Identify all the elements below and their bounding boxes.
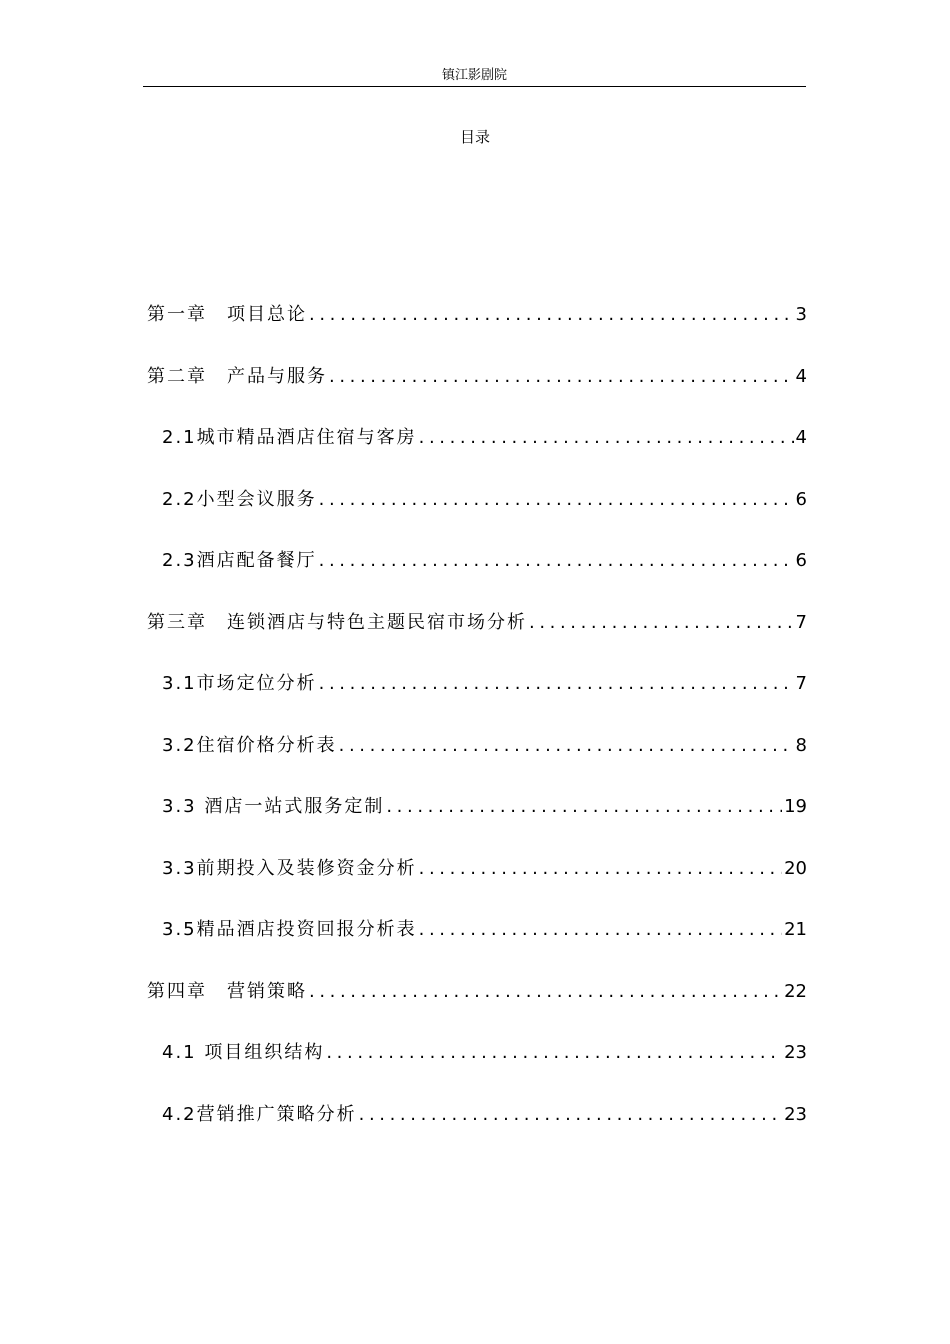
toc-leader-dots: [339, 735, 794, 756]
toc-entry[interactable]: [147, 915, 807, 977]
toc-entry-page: 21: [784, 919, 807, 940]
toc-entry-label: 2.1城市精品酒店住宿与客房: [162, 427, 417, 448]
toc-entry[interactable]: [147, 854, 807, 916]
toc-entry[interactable]: [147, 1100, 807, 1162]
toc-entry-label: 3.2住宿价格分析表: [162, 734, 337, 756]
toc-leader-dots: [419, 858, 782, 879]
toc-entry-page: 23: [784, 1103, 807, 1125]
table-of-contents: [147, 300, 807, 1161]
running-header: [143, 66, 806, 87]
toc-entry-label: 3.5精品酒店投资回报分析表: [162, 919, 417, 940]
toc-entry-label: 第二章 产品与服务: [147, 365, 327, 387]
toc-leader-dots: [319, 550, 794, 571]
toc-entry-label: 3.3 酒店一站式服务定制: [162, 796, 385, 817]
toc-entry-label: 第四章 营销策略: [147, 980, 307, 1002]
toc-entry-label: 4.2营销推广策略分析: [162, 1103, 357, 1125]
header-title: 镇江影剧院: [441, 68, 507, 83]
toc-entry[interactable]: [147, 300, 807, 362]
toc-entry-page: 20: [784, 857, 807, 879]
toc-entry-page: 7: [795, 611, 807, 633]
toc-entry-page: 19: [784, 796, 807, 817]
toc-entry-page: 23: [784, 1042, 807, 1063]
toc-entry-page: 7: [795, 673, 807, 694]
toc-entry-label: 2.2小型会议服务: [162, 488, 317, 510]
toc-entry[interactable]: [147, 977, 807, 1039]
toc-entry-label: 3.1市场定位分析: [162, 673, 317, 694]
toc-entry[interactable]: [147, 1038, 807, 1100]
toc-leader-dots: [419, 919, 782, 940]
toc-entry-page: 6: [795, 550, 807, 571]
toc-entry-label: 第三章 连锁酒店与特色主题民宿市场分析: [147, 611, 527, 633]
toc-entry[interactable]: [147, 731, 807, 793]
toc-entry-label: 2.3酒店配备餐厅: [162, 550, 317, 571]
toc-entry[interactable]: [147, 362, 807, 424]
toc-entry-page: 4: [795, 427, 807, 448]
toc-entry[interactable]: [147, 608, 807, 670]
toc-entry-page: 3: [795, 304, 807, 325]
toc-entry-page: 6: [795, 488, 807, 510]
toc-leader-dots: [309, 981, 782, 1002]
toc-leader-dots: [419, 427, 794, 448]
toc-leader-dots: [529, 612, 794, 633]
toc-leader-dots: [319, 489, 794, 510]
toc-entry-label: 4.1 项目组织结构: [162, 1042, 325, 1063]
toc-entry[interactable]: [147, 485, 807, 547]
toc-leader-dots: [326, 1042, 782, 1063]
toc-entry[interactable]: [147, 669, 807, 731]
toc-entry[interactable]: [147, 792, 807, 854]
toc-entry[interactable]: [147, 423, 807, 485]
toc-entry-label: 3.3前期投入及装修资金分析: [162, 857, 417, 879]
toc-leader-dots: [309, 304, 794, 325]
toc-entry-page: 8: [795, 734, 807, 756]
toc-entry-page: 22: [784, 980, 807, 1002]
toc-entry-page: 4: [795, 365, 807, 387]
toc-entry[interactable]: [147, 546, 807, 608]
toc-leader-dots: [359, 1104, 782, 1125]
toc-leader-dots: [329, 366, 794, 387]
toc-title: 目录: [459, 128, 490, 146]
toc-leader-dots: [319, 673, 794, 694]
toc-leader-dots: [386, 796, 782, 817]
toc-entry-label: 第一章 项目总论: [147, 304, 307, 325]
